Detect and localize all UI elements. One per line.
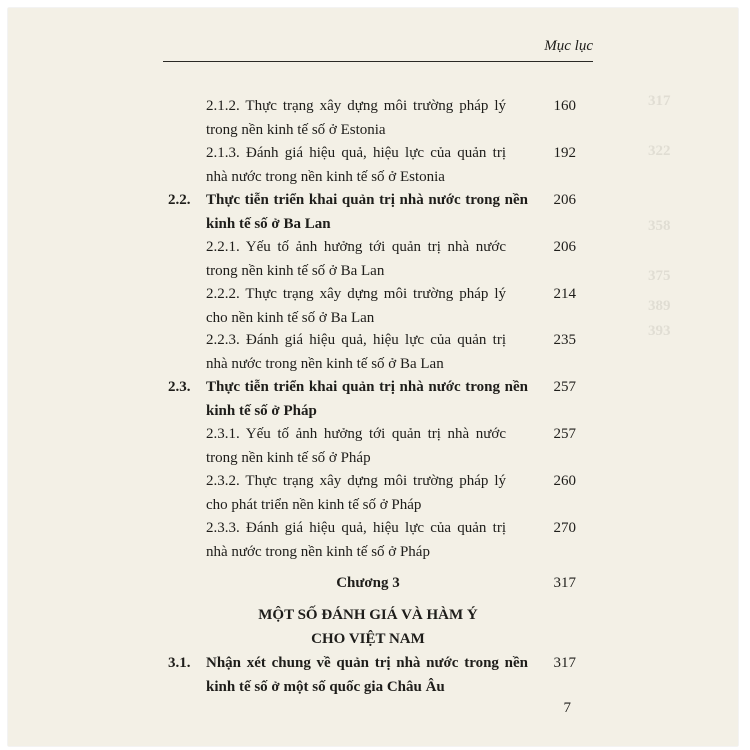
toc-section-2-3 <box>206 375 528 423</box>
toc-section-number: 2.3. <box>168 379 191 395</box>
bleed-through: 317 <box>648 93 671 109</box>
chapter-label: Chương 3 <box>336 575 400 591</box>
table-of-contents <box>8 8 738 746</box>
toc-section-2-2 <box>206 188 528 236</box>
toc-section-number: 3.1. <box>168 655 191 671</box>
toc-page-number: 257 <box>553 379 576 395</box>
bleed-through: 393 <box>648 323 671 339</box>
toc-page-number: 235 <box>553 332 576 348</box>
toc-page-number: 270 <box>553 520 576 536</box>
toc-entry-text: 2.2.2. Thực trạng xây dựng môi trường pháp lý cho nền kinh tế số ở Ba Lan <box>206 286 506 326</box>
toc-entry-text: 2.1.3. Đánh giá hiệu quả, hiệu lực của quản trị nhà nước trong nền kinh tế số ở Estonia <box>206 145 506 185</box>
bleed-through: 322 <box>648 143 671 159</box>
toc-page-number: 317 <box>553 575 576 591</box>
toc-section-3-1 <box>206 651 528 699</box>
toc-page-number: 260 <box>553 473 576 489</box>
toc-entry-2-1-2 <box>206 94 506 142</box>
toc-page-number: 257 <box>553 426 576 442</box>
toc-page-number: 317 <box>553 655 576 671</box>
toc-entry-text: 2.1.2. Thực trạng xây dựng môi trường pháp lý trong nền kinh tế số ở Estonia <box>206 98 506 138</box>
chapter-title-line1: MỘT SỐ ĐÁNH GIÁ VÀ HÀM Ý <box>258 607 478 623</box>
running-head: Mục lục <box>544 38 593 54</box>
toc-entry-text: 2.2.3. Đánh giá hiệu quả, hiệu lực của quản trị nhà nước trong nền kinh tế số ở Ba Lan <box>206 332 506 372</box>
toc-entry-2-2-1 <box>206 235 506 283</box>
page-number: 7 <box>563 700 571 716</box>
bleed-through: 375 <box>648 268 671 284</box>
toc-page-number: 160 <box>553 98 576 114</box>
chapter-title-line2: CHO VIỆT NAM <box>311 631 425 647</box>
bleed-through: 389 <box>648 298 671 314</box>
toc-entry-2-1-3 <box>206 141 506 189</box>
toc-entry-2-3-2 <box>206 469 506 517</box>
toc-page-number: 206 <box>553 239 576 255</box>
toc-entry-text: 2.2.1. Yếu tố ảnh hưởng tới quản trị nhà nước trong nền kinh tế số ở Ba Lan <box>206 239 506 279</box>
toc-page-number: 192 <box>553 145 576 161</box>
toc-section-number: 2.2. <box>168 192 191 208</box>
toc-entry-2-2-3 <box>206 328 506 376</box>
toc-page-number: 214 <box>553 286 576 302</box>
toc-entry-2-2-2 <box>206 282 506 330</box>
book-page <box>8 8 738 746</box>
toc-entry-text: 2.3.1. Yếu tố ảnh hưởng tới quản trị nhà nước trong nền kinh tế số ở Pháp <box>206 426 506 466</box>
toc-entry-2-3-1 <box>206 422 506 470</box>
toc-section-text: Nhận xét chung về quản trị nhà nước trong nền kinh tế số ở một số quốc gia Châu Âu <box>206 655 528 695</box>
toc-section-text: Thực tiễn triển khai quản trị nhà nước trong nền kinh tế số ở Ba Lan <box>206 192 528 232</box>
toc-section-text: Thực tiễn triển khai quản trị nhà nước trong nền kinh tế số ở Pháp <box>206 379 528 419</box>
bleed-through: 358 <box>648 218 671 234</box>
toc-page-number: 206 <box>553 192 576 208</box>
toc-entry-text: 2.3.3. Đánh giá hiệu quả, hiệu lực của quản trị nhà nước trong nền kinh tế số ở Pháp <box>206 520 506 560</box>
toc-entry-2-3-3 <box>206 516 506 564</box>
toc-entry-text: 2.3.2. Thực trạng xây dựng môi trường pháp lý cho phát triển nền kinh tế số ở Pháp <box>206 473 506 513</box>
